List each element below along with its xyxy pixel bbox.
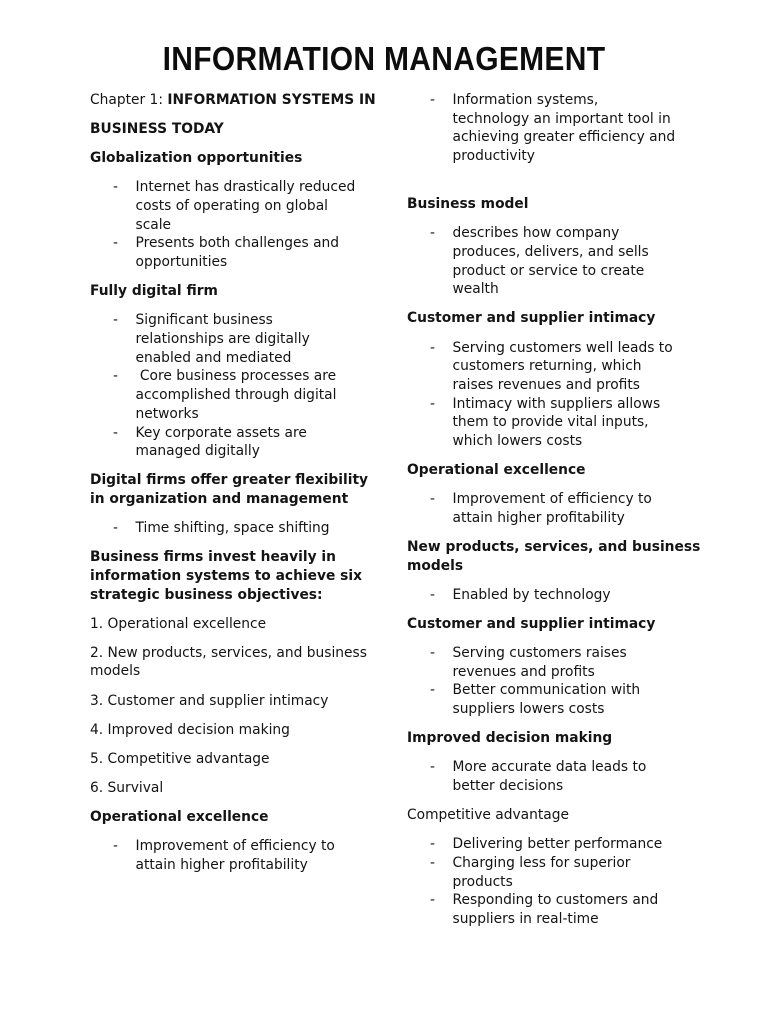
bullet-item <box>90 837 390 874</box>
section-heading-business-model: Business model <box>407 196 529 213</box>
bullet-dash: - <box>430 92 435 108</box>
business-model-bullets <box>407 224 737 299</box>
bullet-dash: - <box>430 395 435 412</box>
bullet-line: networks <box>135 405 199 422</box>
customer-intimacy-2-bullets <box>407 644 737 719</box>
bullet-item <box>407 835 737 854</box>
section-heading-competitive-advantage: Competitive advantage <box>407 807 569 824</box>
section-heading-globalization: Globalization opportunities <box>90 150 303 167</box>
bullet-dash: - <box>430 836 435 853</box>
bullet-dash: - <box>430 644 435 661</box>
bullet-dash: - <box>113 179 118 196</box>
chapter-title: INFORMATION SYSTEMS IN <box>167 92 376 108</box>
bullet-dash: - <box>430 854 435 871</box>
operational-excellence-bullets <box>90 837 390 874</box>
bullet-item <box>90 519 390 538</box>
bullet-dash: - <box>113 235 118 252</box>
bullet-item <box>407 395 737 451</box>
left-column <box>90 91 390 885</box>
objective-item <box>90 644 390 681</box>
bullet-dash: - <box>113 312 118 329</box>
bullet-dash: - <box>113 368 118 385</box>
bullet-line: products <box>452 873 513 890</box>
objective-item: 4. Improved decision making <box>90 721 290 738</box>
bullet-line: attain higher profitability <box>135 856 308 873</box>
bullet-line: Better communication with <box>452 682 641 699</box>
objective-line: models <box>90 663 141 680</box>
operational-excellence-bullets <box>407 490 737 527</box>
section-heading-flexibility <box>90 471 390 508</box>
objective-item: 5. Competitive advantage <box>90 750 270 767</box>
bullet-item <box>407 681 737 718</box>
bullet-line: Responding to customers and <box>452 892 659 909</box>
heading-line: Business firms invest heavily in <box>90 549 336 566</box>
globalization-bullets <box>90 178 390 272</box>
bullet-dash: - <box>430 892 435 909</box>
bullet-line: Presents both challenges and <box>135 235 340 252</box>
bullet-line: Delivering better performance <box>452 836 663 853</box>
bullet-line: enabled and mediated <box>135 349 292 366</box>
section-heading-objectives <box>90 548 390 604</box>
bullet-item <box>407 91 737 166</box>
bullet-line: Enabled by technology <box>452 586 611 603</box>
bullet-dash: - <box>113 838 118 855</box>
heading-line: models <box>407 557 464 574</box>
bullet-dash: - <box>113 424 118 441</box>
bullet-dash: - <box>430 225 435 242</box>
bullet-line: them to provide vital inputs, <box>452 414 649 431</box>
bullet-item <box>90 178 390 234</box>
bullet-line: Core business processes are <box>135 368 337 385</box>
section-heading-customer-intimacy-2: Customer and supplier intimacy <box>407 615 656 632</box>
bullet-line: relationships are digitally <box>135 330 310 347</box>
chapter-heading <box>90 91 390 110</box>
new-products-bullets <box>407 586 737 605</box>
bullet-line: Improvement of efficiency to <box>452 491 652 508</box>
bullet-item <box>407 224 737 299</box>
bullet-line: Charging less for superior <box>452 854 631 871</box>
bullet-line: Internet has drastically reduced <box>135 179 356 196</box>
chapter-title-continued: BUSINESS TODAY <box>90 121 224 138</box>
heading-line: information systems to achieve six <box>90 567 362 584</box>
bullet-line: Improvement of efficiency to <box>135 838 335 855</box>
bullet-item <box>90 234 390 271</box>
bullet-item <box>90 311 390 367</box>
bullet-item <box>407 891 737 928</box>
bullet-line: which lowers costs <box>452 433 583 450</box>
document-title: INFORMATION MANAGEMENT <box>162 41 606 78</box>
bullet-item <box>407 758 737 795</box>
bullet-line: wealth <box>452 281 499 298</box>
bullet-line: describes how company <box>452 225 620 242</box>
bullet-line: Serving customers raises <box>452 644 627 661</box>
section-heading-operational-excellence: Operational excellence <box>90 808 269 825</box>
section-heading-decision-making: Improved decision making <box>407 730 613 747</box>
bullet-line: achieving greater efficiency and <box>452 129 676 146</box>
bullet-line: Significant business <box>135 312 273 329</box>
bullet-line: More accurate data leads to <box>452 759 647 776</box>
bullet-line: Time shifting, space shifting <box>135 520 330 537</box>
bullet-dash: - <box>430 759 435 776</box>
bullet-line: customers returning, which <box>452 358 642 375</box>
section-heading-digital-firm: Fully digital firm <box>90 283 218 300</box>
customer-intimacy-bullets <box>407 339 737 451</box>
flexibility-bullets <box>90 519 390 538</box>
bullet-dash: - <box>430 339 435 356</box>
section-heading-customer-intimacy: Customer and supplier intimacy <box>407 310 656 327</box>
objective-item: 1. Operational excellence <box>90 615 267 632</box>
heading-line: strategic business objectives: <box>90 586 323 603</box>
chapter-label: Chapter 1: <box>90 92 168 108</box>
bullet-dash: - <box>430 586 435 603</box>
bullet-line: costs of operating on global <box>135 197 328 214</box>
heading-line: Digital firms offer greater flexibility <box>90 472 369 489</box>
bullet-item <box>407 490 737 527</box>
digital-firm-bullets <box>90 311 390 461</box>
bullet-line: product or service to create <box>452 262 645 279</box>
bullet-line: productivity <box>452 148 535 165</box>
bullet-dash: - <box>113 520 118 537</box>
bullet-item <box>407 854 737 891</box>
chapter-heading-line <box>90 91 390 110</box>
bullet-line: attain higher profitability <box>452 509 625 526</box>
bullet-line: managed digitally <box>135 443 260 460</box>
objective-item: 3. Customer and supplier intimacy <box>90 692 329 709</box>
bullet-dash: - <box>430 491 435 508</box>
bullet-line: suppliers in real-time <box>452 910 599 927</box>
heading-line: New products, services, and business <box>407 539 701 555</box>
bullet-line: raises revenues and profits <box>452 376 640 393</box>
objective-line: 2. New products, services, and business <box>90 644 367 661</box>
bullet-item <box>90 367 390 423</box>
section-heading-operational-excellence: Operational excellence <box>407 462 586 479</box>
heading-line: in organization and management <box>90 491 349 507</box>
section-heading-new-products <box>407 538 737 575</box>
bullet-line: accomplished through digital <box>135 387 337 404</box>
bullet-line: Key corporate assets are <box>135 424 307 441</box>
bullet-line: Intimacy with suppliers allows <box>452 395 661 412</box>
bullet-item <box>407 586 737 605</box>
bullet-dash: - <box>430 682 435 699</box>
bullet-line: Information systems, <box>452 92 599 108</box>
intro-bullets <box>407 91 737 166</box>
right-column <box>407 91 737 939</box>
bullet-line: scale <box>135 216 172 233</box>
bullet-item <box>407 644 737 681</box>
competitive-advantage-bullets <box>407 835 737 929</box>
bullet-item <box>90 424 390 461</box>
bullet-line: produces, delivers, and sells <box>452 243 649 260</box>
decision-making-bullets <box>407 758 737 795</box>
bullet-line: Serving customers well leads to <box>452 339 673 356</box>
bullet-line: revenues and profits <box>452 663 595 680</box>
bullet-line: technology an important tool in <box>452 110 671 127</box>
bullet-line: opportunities <box>135 254 228 271</box>
bullet-line: suppliers lowers costs <box>452 701 605 718</box>
bullet-item <box>407 339 737 395</box>
objective-item: 6. Survival <box>90 779 164 796</box>
bullet-line: better decisions <box>452 777 564 794</box>
